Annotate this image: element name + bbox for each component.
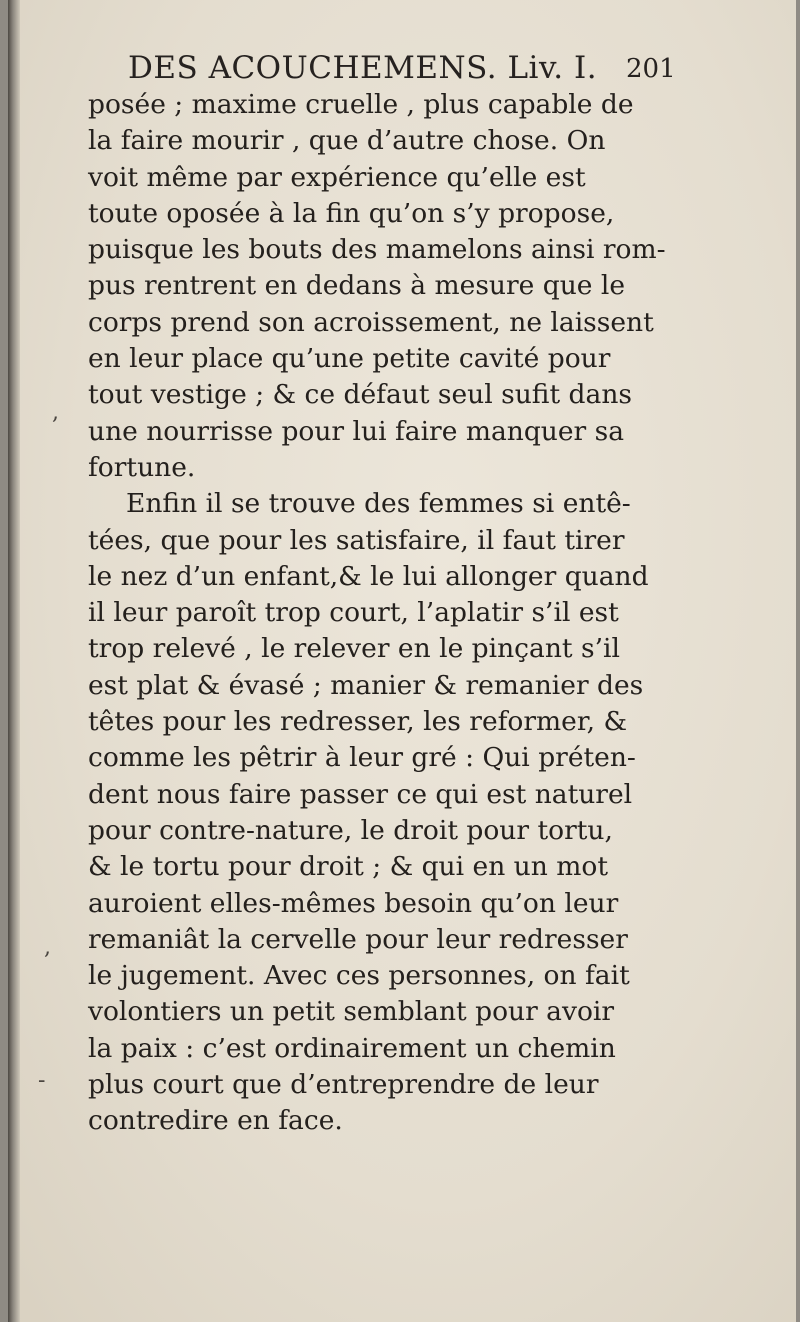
page-number: 201 xyxy=(626,54,676,84)
text-line: dent nous faire passer ce qui est naturel xyxy=(88,778,633,810)
text-line: la faire mourir , que d’autre chose. On xyxy=(88,125,606,157)
text-line: corps prend son acroissement, ne laissent xyxy=(88,306,654,338)
text-line: en leur place qu’une petite cavité pour xyxy=(88,343,611,375)
text-line: remaniât la cervelle pour leur redresser xyxy=(88,923,628,955)
text-line: plus court que d’entreprendre de leur xyxy=(88,1069,599,1101)
text-line: puisque les bouts des mamelons ainsi rom- xyxy=(88,234,666,266)
text-line: trop relevé , le relever en le pinçant s’il xyxy=(88,633,620,665)
margin-dash: - xyxy=(38,1068,46,1093)
text-line: fortune. xyxy=(88,451,196,483)
text-line: tout vestige ; & ce défaut seul sufit dans xyxy=(88,379,632,411)
text-line: têtes pour les redresser, les reformer, & xyxy=(88,706,628,738)
text-line: tées, que pour les satisfaire, il faut tirer xyxy=(88,524,625,556)
text-line: le jugement. Avec ces personnes, on fait xyxy=(88,960,630,992)
text-line: il leur paroît trop court, l’aplatir s’il est xyxy=(88,597,619,629)
margin-speck: , xyxy=(44,935,51,960)
text-line: le nez d’un enfant,& le lui allonger quand xyxy=(88,560,649,592)
text-line: pus rentrent en dedans à mesure que le xyxy=(88,270,626,302)
text-line: posée ; maxime cruelle , plus capable de xyxy=(88,89,634,120)
text-line: est plat & évasé ; manier & remanier des xyxy=(88,669,644,701)
binding-edge xyxy=(8,0,20,1322)
text-line: la paix : c’est ordinairement un chemin xyxy=(88,1032,616,1064)
text-line: comme les pêtrir à leur gré : Qui préten- xyxy=(88,742,636,774)
book-page xyxy=(8,0,796,1322)
text-line: & le tortu pour droit ; & qui en un mot xyxy=(88,851,608,883)
text-line: toute oposée à la fin qu’on s’y propose, xyxy=(88,197,615,229)
text-line: volontiers un petit semblant pour avoir xyxy=(88,996,615,1028)
text-line: pour contre-nature, le droit pour tortu, xyxy=(88,814,613,846)
running-head-title: DES ACOUCHEMENS. Liv. I. xyxy=(128,50,598,86)
text-line: voit même par expérience qu’elle est xyxy=(88,161,586,193)
body-text xyxy=(88,87,688,1140)
text-line: une nourrisse pour lui faire manquer sa xyxy=(88,415,625,447)
text-line: contredire en face. xyxy=(88,1105,343,1137)
paragraph-first-line: Enfin il se trouve des femmes si entê- xyxy=(126,488,631,520)
margin-speck: , xyxy=(52,400,59,425)
text-line: auroient elles-mêmes besoin qu’on leur xyxy=(88,887,619,919)
